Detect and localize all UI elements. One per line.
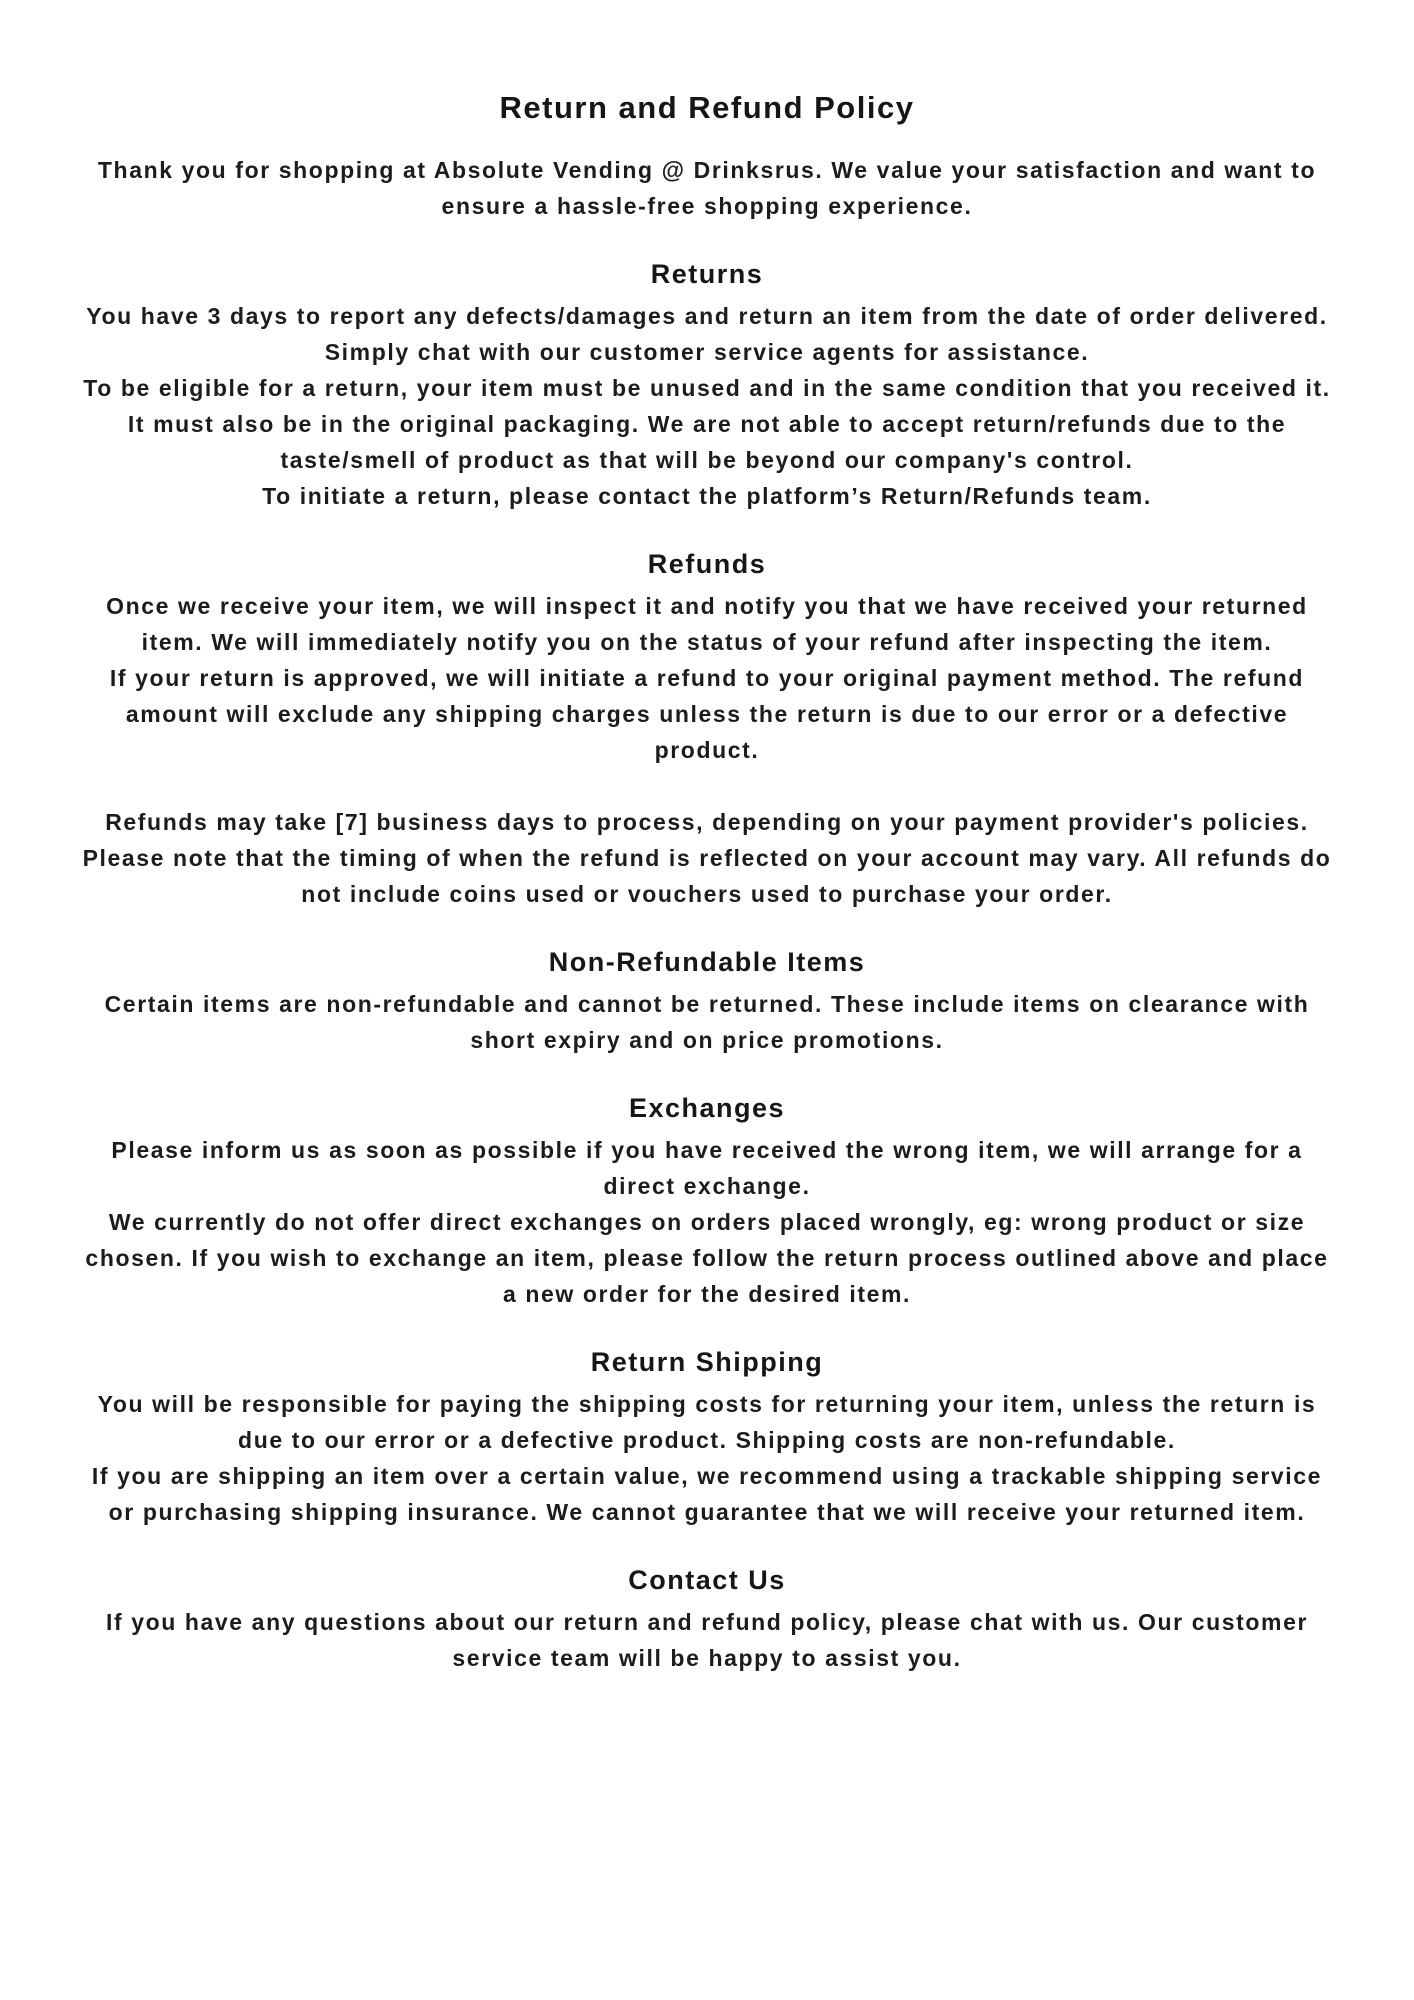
page-title: Return and Refund Policy [499,90,915,125]
policy-content [77,88,1337,1676]
section-heading-non-refundable-items: Non-Refundable Items [548,947,866,977]
intro-paragraph: Thank you for shopping at Absolute Vending @ Drinksrus. We value your satisfaction and want to ensure a hassle-free shopping experience. [97,157,1317,219]
section-heading-exchanges: Exchanges [628,1093,786,1123]
paragraph: Certain items are non-refundable and cannot be returned. These include items on clearance with short expiry and on price promotions. [104,991,1310,1053]
paragraph: If you have any questions about our return and refund policy, please chat with us. Our customer service team will be happy to assist you. [105,1609,1309,1671]
paragraph: You will be responsible for paying the shipping costs for returning your item, unless the return is due to our error or a defective product. Shipping costs are non-refundable. [97,1391,1317,1453]
section-refunds [77,544,1337,912]
paragraph: To initiate a return, please contact the platform’s Return/Refunds team. [262,483,1152,509]
paragraph: Please inform us as soon as possible if you have received the wrong item, we will arrange for a direct exchange. [111,1137,1303,1199]
paragraph: We currently do not offer direct exchanges on orders placed wrongly, eg: wrong product or size chosen. If you wish to exchange an item, please follow the return process outlined above and place a new order for the desired item. [85,1209,1329,1307]
paragraph: If you are shipping an item over a certain value, we recommend using a trackable shipping service or purchasing shipping insurance. We cannot guarantee that we will receive your returned item. [91,1463,1323,1525]
section-returns [77,254,1337,514]
section-non-refundable-items [77,942,1337,1058]
paragraph: Refunds may take [7] business days to process, depending on your payment provider's policies. Please note that the timing of when the refund is reflected on your account may vary. All refunds do not include coins used or vouchers used to purchase your order. [82,809,1332,907]
section-return-shipping [77,1342,1337,1530]
section-heading-returns: Returns [650,259,764,289]
section-heading-return-shipping: Return Shipping [590,1347,824,1377]
paragraph: Once we receive your item, we will inspect it and notify you that we have received your returned item. We will immediately notify you on the status of your refund after inspecting the item. [106,593,1308,655]
section-contact-us [77,1560,1337,1676]
paragraph: You have 3 days to report any defects/damages and return an item from the date of order delivered. Simply chat with our customer service agents for assistance. [86,303,1328,365]
section-heading-refunds: Refunds [647,549,767,579]
paragraph: To be eligible for a return, your item must be unused and in the same condition that you received it. It must also be in the original packaging. We are not able to accept return/refunds due to the taste/smell of product as that will be beyond our company's control. [83,375,1331,473]
section-heading-contact-us: Contact Us [628,1565,786,1595]
paragraph: If your return is approved, we will initiate a refund to your original payment method. The refund amount will exclude any shipping charges unless the return is due to our error or a defective product. [109,665,1305,763]
section-exchanges [77,1088,1337,1312]
